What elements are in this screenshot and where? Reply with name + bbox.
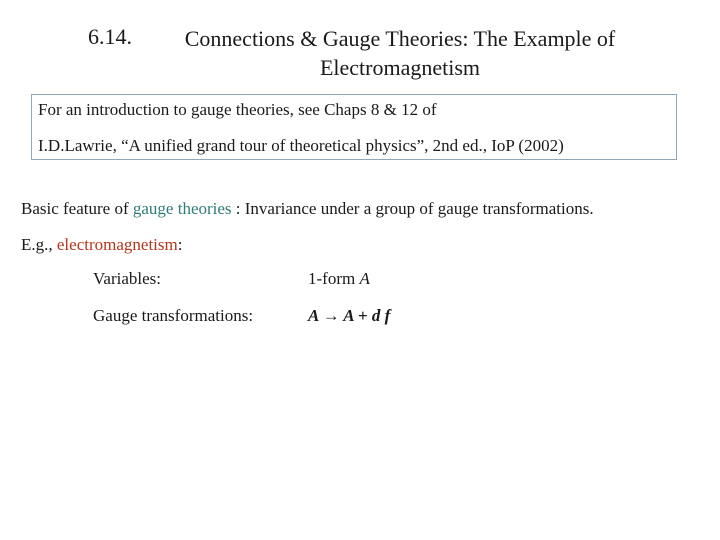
- gauge-transformation-formula: A → A + d f: [308, 306, 391, 325]
- example-suffix: :: [177, 235, 183, 254]
- variables-label: Variables:: [93, 269, 161, 288]
- basic-feature-paragraph: [21, 199, 594, 219]
- example-paragraph: [21, 235, 182, 255]
- variables-value-symbol: A: [359, 269, 370, 288]
- variables-value: [308, 269, 370, 289]
- basic-feature-suffix: : Invariance under a group of gauge transformations.: [231, 199, 594, 218]
- reference-line-intro: For an introduction to gauge theories, see Chaps 8 & 12 of: [38, 100, 437, 119]
- reference-line-citation: I.D.Lawrie, “A unified grand tour of theoretical physics”, 2nd ed., IoP (2002): [38, 136, 564, 155]
- reference-box: [31, 94, 677, 160]
- variables-value-text: 1-form: [308, 269, 360, 288]
- electromagnetism-term: electromagnetism: [56, 235, 178, 254]
- gauge-theories-term: gauge theories: [132, 199, 232, 218]
- page-title: Connections & Gauge Theories: The Example of Electromagnetism: [184, 26, 616, 80]
- example-prefix: E.g.,: [21, 235, 57, 254]
- section-number: 6.14.: [88, 24, 132, 49]
- basic-feature-prefix: Basic feature of: [21, 199, 133, 218]
- gauge-transformations-label: Gauge transformations:: [93, 306, 254, 325]
